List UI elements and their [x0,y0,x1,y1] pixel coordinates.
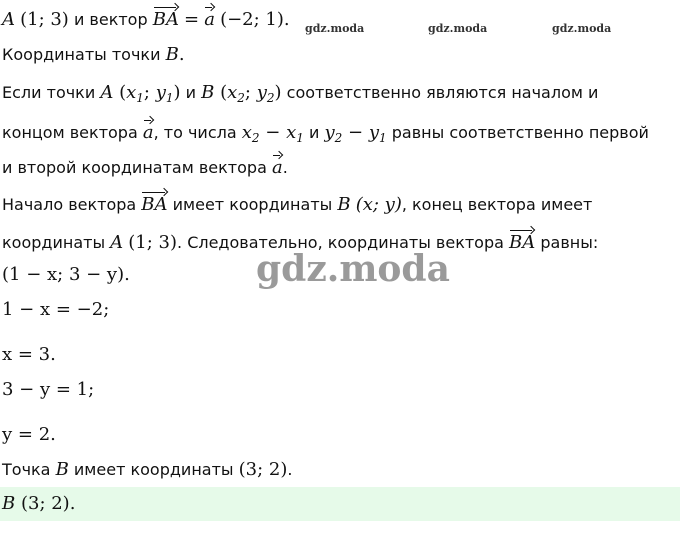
point-b-coords: (3; 2) [238,459,288,480]
line-1 [2,4,290,32]
text: , то числа [153,123,237,142]
period: . [178,44,185,65]
text: Начало вектора [2,195,137,214]
line-5 [2,152,288,180]
text: имеет координаты [172,195,333,214]
subscript: 1 [296,131,304,145]
var: y [155,82,166,103]
text: равны: [540,233,599,252]
vector-ba: BA [141,189,167,217]
text: Точка [2,460,51,479]
line-3 [2,81,598,110]
period: . [282,158,288,177]
point-b-coords: (x; y) [355,194,402,215]
point-a: A [100,82,114,103]
text: равны соответственно первой [391,123,649,142]
subscript: 1 [136,91,144,105]
text: и [185,83,197,102]
vector-a: a [143,117,154,145]
equation-vector-coords: (1 − x; 3 − y). [2,264,130,285]
point-b: B [201,82,215,103]
text: соответственно являются началом и [286,83,599,102]
point-a-formula: A ($x_1$; $y_1$) [100,82,181,105]
var: x [286,122,297,143]
period: . [287,460,293,479]
text: Координаты точки [2,45,161,64]
watermark-large: gdz.moda [256,248,450,290]
line-4 [2,117,649,150]
text: и [308,123,320,142]
subscript: 2 [334,131,343,145]
text: Если точки [2,83,96,102]
equation-3: 3 − y = 1; [2,379,95,400]
subscript: 1 [165,91,174,105]
text: и вектор [73,10,148,29]
minus-sign: − [265,122,281,143]
equation-2: x = 3. [2,344,56,365]
point-b: B [55,459,69,480]
text: концом вектора [2,123,138,142]
equation-4: y = 2. [2,424,56,445]
equals-sign: = [184,9,200,30]
answer [2,492,75,516]
point-b-formula: B ($x_2$; $y_2$) [201,82,282,105]
point-a: A [2,9,15,30]
conclusion-line [2,458,292,482]
point-a-coords: (1; 3) [20,9,69,30]
var: y [256,82,267,103]
vector-a: a [204,4,215,32]
text: имеет координаты [73,460,234,479]
point-b: B [165,44,179,65]
text: и второй координатам вектора [2,158,267,177]
vector-ba: BA [153,4,179,32]
var: y [368,122,380,143]
equation-1: 1 − x = −2; [2,299,110,320]
watermark-small: gdz.moda [552,22,612,35]
subscript: 2 [251,131,260,145]
text: координаты [2,233,106,252]
line-6 [2,189,592,217]
var: x [241,122,252,143]
var: x [126,82,137,103]
vector-coords: (−2; 1). [220,9,290,30]
subscript: 2 [266,91,275,105]
point-b: B [337,194,351,215]
line-2 [2,43,185,67]
var: x [227,82,238,103]
watermark-small: gdz.moda [428,22,488,35]
answer-coords: (3; 2). [20,493,76,514]
answer-box [0,487,680,521]
subscript: 1 [379,131,387,145]
point-b: B [2,493,16,514]
point-a-coords: (1; 3) [128,232,178,253]
text: , конец вектора имеет [401,195,593,214]
vector-ba: BA [509,227,535,255]
var: y [324,122,335,143]
vector-a: a [272,152,283,180]
minus-sign: − [348,122,364,143]
expression-x [242,122,304,143]
watermark-small: gdz.moda [305,22,365,35]
expression-y [324,122,386,143]
subscript: 2 [237,91,245,105]
text: . Следовательно, координаты вектора [177,233,504,252]
point-a: A [110,232,124,253]
